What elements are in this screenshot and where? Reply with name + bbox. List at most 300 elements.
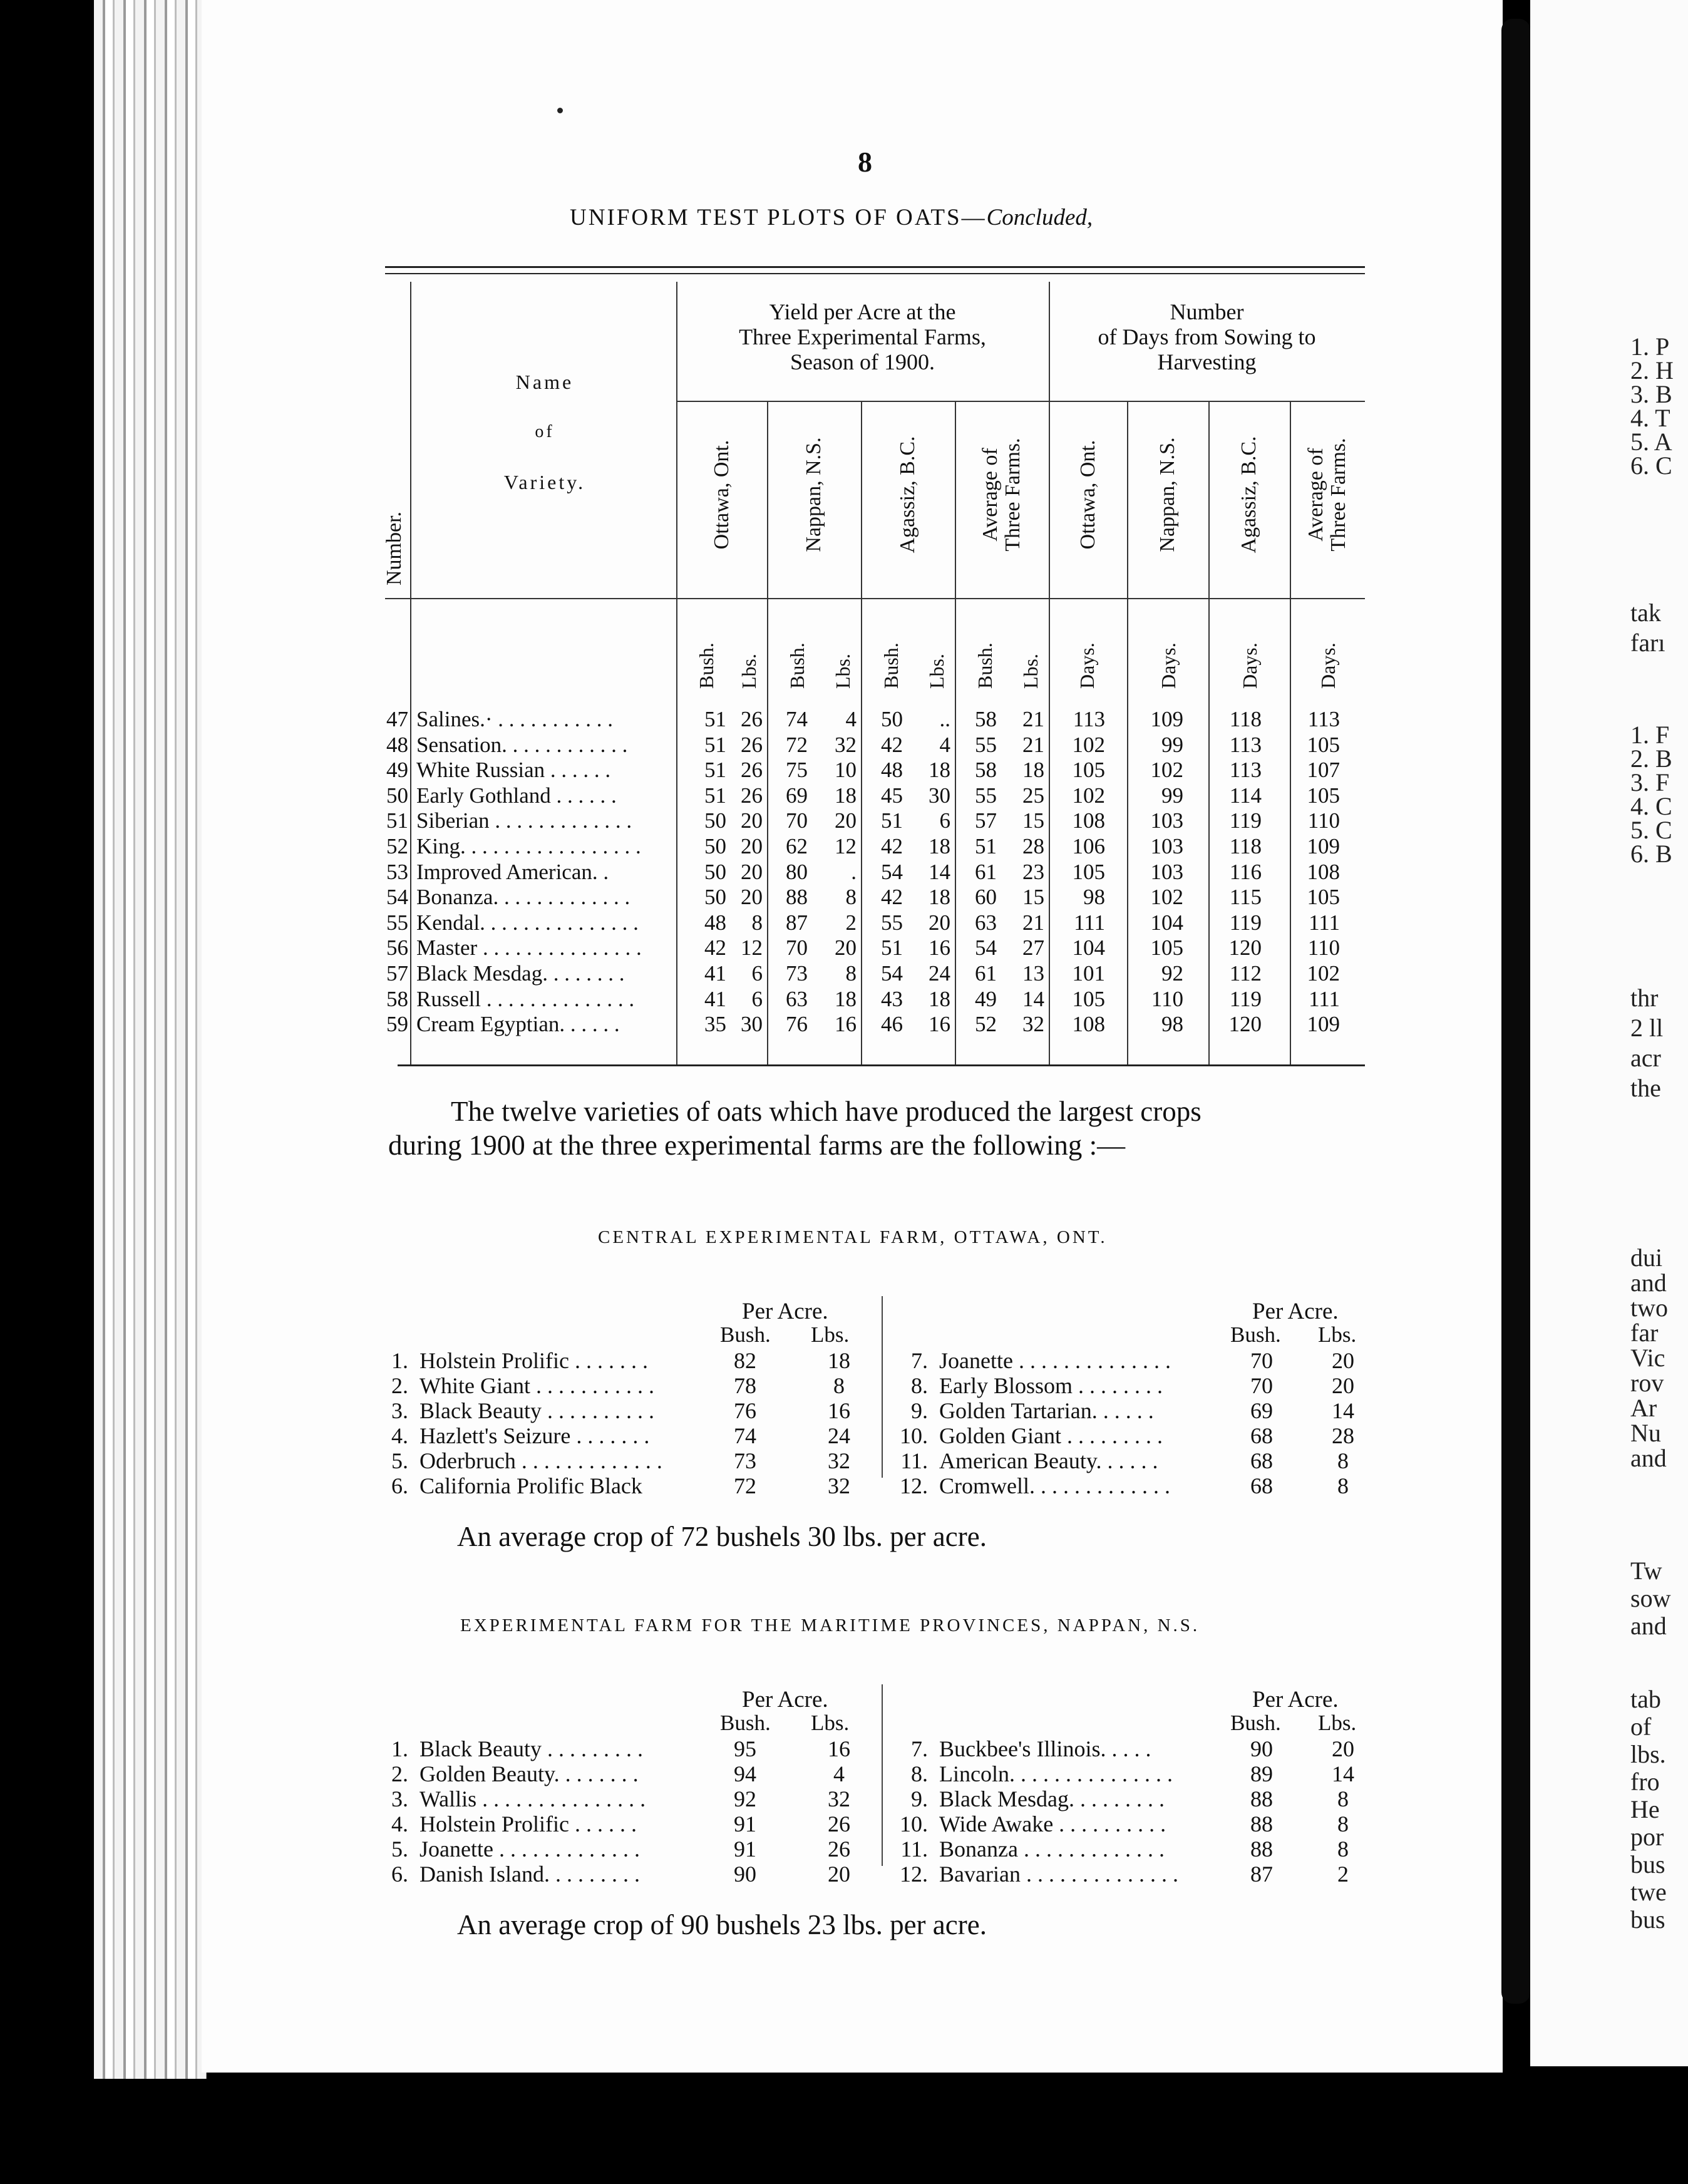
- list-number: 10.: [900, 1423, 928, 1448]
- row-name: White Russian . . . . . .: [416, 758, 611, 783]
- row-value: 105: [1072, 859, 1105, 884]
- row-number: 55: [386, 910, 408, 935]
- row-value: 113: [1307, 707, 1340, 731]
- lbs-right: Lbs.: [1318, 1322, 1357, 1347]
- list-lbs: 20: [1332, 1736, 1354, 1761]
- list-name: Joanette . . . . . . . . . . . . .: [419, 1836, 640, 1862]
- name-header-line-2: of: [535, 422, 555, 441]
- row-value: 92: [1161, 961, 1183, 986]
- facing-fragment: twe: [1630, 1878, 1667, 1906]
- row-name: Improved American. .: [416, 859, 609, 884]
- facing-fragment: por: [1630, 1823, 1664, 1851]
- list-lbs: 32: [828, 1786, 850, 1811]
- list-bush: 82: [734, 1348, 756, 1373]
- row-value: 88: [786, 885, 808, 910]
- facing-fragment: tak: [1630, 599, 1661, 627]
- row-value: 21: [1022, 707, 1044, 731]
- row-value: 118: [1229, 707, 1262, 731]
- row-value: 69: [786, 783, 808, 808]
- row-value: 60: [975, 885, 997, 910]
- facing-fragment: thr: [1630, 984, 1659, 1012]
- facing-fragment: fro: [1630, 1768, 1660, 1796]
- row-value: 120: [1228, 1012, 1262, 1037]
- row-value: 13: [1022, 961, 1044, 986]
- row-value: 2: [845, 910, 857, 935]
- column-header-line: Average of: [979, 448, 1002, 542]
- bush-left: Bush.: [720, 1322, 771, 1347]
- list-name: California Prolific Black: [419, 1473, 642, 1498]
- facing-fragment: 2. B: [1630, 744, 1672, 773]
- list-bush: 88: [1250, 1836, 1273, 1862]
- list-name: Lincoln. . . . . . . . . . . . . . .: [939, 1761, 1173, 1786]
- row-value: 46: [881, 1012, 903, 1037]
- column-header-2: [897, 401, 919, 589]
- facing-fragment: rov: [1630, 1369, 1664, 1397]
- row-value: 108: [1072, 808, 1105, 833]
- list-number: 3.: [391, 1398, 408, 1423]
- list-bush: 68: [1250, 1448, 1273, 1473]
- yield-group-header: [676, 299, 1049, 374]
- bush-left: Bush.: [720, 1711, 771, 1735]
- facing-fragment: bus: [1630, 1850, 1665, 1878]
- facing-fragment: 5. A: [1630, 428, 1672, 456]
- row-value: 99: [1161, 732, 1183, 757]
- list-number: 11.: [900, 1448, 928, 1473]
- row-value: 14: [1022, 986, 1044, 1011]
- unit-label: Bush.: [880, 642, 902, 689]
- row-value: 104: [1072, 935, 1105, 961]
- row-value: 18: [929, 758, 950, 783]
- row-name: King. . . . . . . . . . . . . . . . .: [416, 834, 641, 858]
- row-value: 87: [786, 910, 808, 935]
- per-acre-left: Per Acre.: [742, 1687, 828, 1713]
- list-bush: 89: [1250, 1761, 1273, 1786]
- row-number: 52: [386, 834, 408, 858]
- yield-header-line-2: Three Experimental Farms,: [739, 324, 986, 349]
- row-value: 63: [975, 910, 997, 935]
- list-lbs: 24: [828, 1423, 850, 1448]
- facing-fragment: tab: [1630, 1685, 1661, 1713]
- row-value: 75: [786, 758, 808, 783]
- unit-label: Lbs.: [738, 654, 760, 689]
- row-value: 51: [975, 834, 997, 858]
- facing-fragment: 2 ll: [1630, 1014, 1664, 1042]
- row-value: 18: [929, 834, 950, 858]
- list-name: Black Beauty . . . . . . . . .: [419, 1736, 643, 1761]
- facing-fragment: Nu: [1630, 1419, 1661, 1447]
- row-number: 50: [386, 783, 408, 808]
- lbs-left: Lbs.: [811, 1711, 850, 1735]
- row-value: 51: [881, 808, 903, 833]
- column-header-5: [1156, 401, 1179, 589]
- row-value: 20: [835, 935, 857, 961]
- page-number: 8: [858, 146, 872, 178]
- grid-vline: [410, 282, 411, 1064]
- row-value: 106: [1072, 834, 1105, 858]
- row-value: 25: [1022, 783, 1044, 808]
- row-value: 108: [1307, 859, 1340, 884]
- list-number: 12.: [900, 1473, 928, 1498]
- column-header-line: Nappan, N.S.: [1156, 437, 1179, 552]
- facing-fragment: 4. C: [1630, 792, 1672, 820]
- row-value: 23: [1022, 859, 1044, 884]
- row-value: 80: [786, 859, 808, 884]
- row-value: 18: [835, 783, 857, 808]
- list-lbs: 26: [828, 1811, 850, 1836]
- row-value: 105: [1307, 783, 1340, 808]
- list-lbs: 8: [1337, 1473, 1349, 1498]
- row-value: 113: [1229, 758, 1262, 783]
- list-lbs: 20: [1332, 1348, 1354, 1373]
- row-value: 8: [751, 910, 763, 935]
- column-header-3: [979, 401, 1024, 589]
- page-title: UNIFORM TEST PLOTS OF OATS—Concluded,: [570, 205, 1093, 230]
- row-value: 18: [835, 986, 857, 1011]
- row-value: 41: [704, 961, 726, 986]
- row-name: Salines.· . . . . . . . . . . .: [416, 707, 614, 731]
- row-value: 26: [741, 758, 763, 783]
- row-name: Master . . . . . . . . . . . . . . .: [416, 935, 642, 961]
- facing-fragment: dui: [1630, 1244, 1663, 1272]
- list-bush: 92: [734, 1786, 756, 1811]
- row-value: 52: [975, 1012, 997, 1037]
- row-number: 56: [386, 935, 408, 961]
- row-value: 4: [939, 732, 950, 757]
- list-bush: 94: [734, 1761, 756, 1786]
- yield-header-line-3: Season of 1900.: [790, 349, 935, 374]
- row-value: 102: [1072, 783, 1105, 808]
- book-page-edges: [94, 0, 207, 2079]
- column-header-line: Three Farms.: [1327, 438, 1350, 552]
- row-value: 16: [929, 935, 950, 961]
- list-name: Wide Awake . . . . . . . . . .: [939, 1811, 1166, 1836]
- list-number: 2.: [391, 1373, 408, 1398]
- row-value: 16: [835, 1012, 857, 1037]
- list-number: 7.: [911, 1736, 928, 1761]
- unit-label: Bush.: [786, 642, 808, 689]
- row-value: 115: [1229, 885, 1262, 910]
- row-value: 45: [881, 783, 903, 808]
- intro-line-2: during 1900 at the three experimental farms are the following :—: [388, 1130, 1126, 1161]
- row-value: 32: [1022, 1012, 1044, 1037]
- list-lbs: 14: [1332, 1398, 1354, 1423]
- row-value: 4: [845, 707, 857, 731]
- row-value: 58: [975, 758, 997, 783]
- row-value: 32: [835, 732, 857, 757]
- row-value: 108: [1072, 1012, 1105, 1037]
- row-value: 30: [741, 1012, 763, 1037]
- row-value: 58: [975, 707, 997, 731]
- row-value: 42: [881, 732, 903, 757]
- list-bush: 70: [1250, 1373, 1273, 1398]
- list-number: 7.: [911, 1348, 928, 1373]
- facing-fragment: far: [1630, 1319, 1659, 1347]
- column-header-4: [1077, 401, 1099, 589]
- list-bush: 90: [1250, 1736, 1273, 1761]
- row-value: 113: [1229, 732, 1262, 757]
- row-value: 61: [975, 961, 997, 986]
- list-bush: 68: [1250, 1473, 1273, 1498]
- row-value: 20: [929, 910, 950, 935]
- row-value: 41: [704, 986, 726, 1011]
- list-name: Danish Island. . . . . . . . .: [419, 1862, 640, 1887]
- list-number: 6.: [391, 1862, 408, 1887]
- list-lbs: 8: [833, 1373, 845, 1398]
- row-value: 109: [1150, 707, 1183, 731]
- facing-fragment: sow: [1630, 1584, 1671, 1612]
- list-lbs: 8: [1337, 1786, 1349, 1811]
- row-number: 53: [386, 859, 408, 884]
- intro-paragraph: [388, 1095, 1365, 1162]
- row-value: 105: [1072, 986, 1105, 1011]
- ink-dot: [557, 108, 563, 113]
- list-name: Hazlett's Seizure . . . . . . .: [419, 1423, 650, 1448]
- row-value: 18: [1022, 758, 1044, 783]
- section-divider: [882, 1296, 883, 1478]
- list-name: Early Blossom . . . . . . . .: [939, 1373, 1163, 1398]
- row-value: 48: [881, 758, 903, 783]
- row-value: 102: [1150, 885, 1183, 910]
- unit-label: Days.: [1157, 642, 1180, 689]
- unit-label: Bush.: [974, 642, 996, 689]
- table-top-rule-2: [385, 273, 1365, 274]
- row-value: 20: [835, 808, 857, 833]
- row-value: 116: [1229, 859, 1262, 884]
- facing-fragment: 1. P: [1630, 332, 1670, 361]
- list-bush: 88: [1250, 1786, 1273, 1811]
- facing-fragment: and: [1630, 1444, 1667, 1472]
- facing-fragment: 4. T: [1630, 404, 1670, 432]
- row-value: 12: [835, 834, 857, 858]
- row-value: 51: [704, 783, 726, 808]
- row-value: 70: [786, 935, 808, 961]
- days-header-line-1: Number: [1170, 299, 1244, 324]
- list-bush: 68: [1250, 1423, 1273, 1448]
- row-value: 51: [881, 935, 903, 961]
- column-header-line: Ottawa, Ont.: [1076, 440, 1099, 550]
- row-value: 21: [1022, 732, 1044, 757]
- list-number: 9.: [911, 1786, 928, 1811]
- list-lbs: 26: [828, 1836, 850, 1862]
- row-value: 98: [1161, 1012, 1183, 1037]
- facing-fragment: 3. F: [1630, 768, 1670, 796]
- unit-label: Lbs.: [925, 654, 948, 689]
- list-number: 2.: [391, 1761, 408, 1786]
- unit-label: Days.: [1238, 642, 1261, 689]
- row-value: 6: [751, 986, 763, 1011]
- row-value: 110: [1151, 986, 1183, 1011]
- row-value: 51: [704, 707, 726, 731]
- row-number: 48: [386, 732, 408, 757]
- row-value: 120: [1228, 935, 1262, 961]
- row-value: 6: [939, 808, 950, 833]
- list-number: 9.: [911, 1398, 928, 1423]
- average-crop: An average crop of 72 bushels 30 lbs. per acre.: [457, 1521, 987, 1552]
- list-bush: 91: [734, 1811, 756, 1836]
- list-number: 5.: [391, 1836, 408, 1862]
- list-lbs: 8: [1337, 1811, 1349, 1836]
- per-acre-right: Per Acre.: [1252, 1687, 1339, 1713]
- row-number: 49: [386, 758, 408, 783]
- row-value: 20: [741, 859, 763, 884]
- list-number: 1.: [391, 1348, 408, 1373]
- row-name: Siberian . . . . . . . . . . . . .: [416, 808, 632, 833]
- list-lbs: 8: [1337, 1448, 1349, 1473]
- row-value: 55: [975, 783, 997, 808]
- list-number: 3.: [391, 1786, 408, 1811]
- list-name: Bavarian . . . . . . . . . . . . . .: [939, 1862, 1178, 1887]
- list-number: 6.: [391, 1473, 408, 1498]
- row-value: 103: [1150, 808, 1183, 833]
- list-name: Joanette . . . . . . . . . . . . . .: [939, 1348, 1171, 1373]
- unit-label: Lbs.: [1019, 654, 1042, 689]
- row-value: 54: [881, 961, 903, 986]
- list-name: Golden Tartarian. . . . . .: [939, 1398, 1154, 1423]
- row-value: 55: [975, 732, 997, 757]
- row-value: 62: [786, 834, 808, 858]
- facing-fragment: and: [1630, 1612, 1667, 1640]
- list-bush: 88: [1250, 1811, 1273, 1836]
- facing-fragment: Vic: [1630, 1344, 1665, 1372]
- row-value: 18: [929, 986, 950, 1011]
- row-value: 112: [1229, 961, 1262, 986]
- list-name: Golden Beauty. . . . . . . .: [419, 1761, 639, 1786]
- row-value: 103: [1150, 859, 1183, 884]
- list-number: 5.: [391, 1448, 408, 1473]
- facing-fragment: acr: [1630, 1044, 1661, 1072]
- column-header-line: Ottawa, Ont.: [709, 440, 733, 550]
- row-value: 20: [741, 808, 763, 833]
- yield-header-line-1: Yield per Acre at the: [769, 299, 956, 324]
- row-value: 114: [1229, 783, 1262, 808]
- row-name: Cream Egyptian. . . . . .: [416, 1012, 620, 1037]
- intro-line-1: The twelve varieties of oats which have produced the largest crops: [451, 1096, 1202, 1127]
- row-value: 55: [881, 910, 903, 935]
- row-value: 14: [929, 859, 950, 884]
- unit-label: Days.: [1317, 642, 1339, 689]
- facing-fragment: 6. C: [1630, 451, 1672, 480]
- list-name: Buckbee's Illinois. . . . .: [939, 1736, 1151, 1761]
- row-value: 105: [1307, 732, 1340, 757]
- list-number: 4.: [391, 1811, 408, 1836]
- number-header: Number.: [383, 511, 406, 585]
- row-value: 102: [1150, 758, 1183, 783]
- facing-fragment: 3. B: [1630, 380, 1672, 408]
- row-value: 101: [1072, 961, 1105, 986]
- facing-fragment: two: [1630, 1294, 1668, 1322]
- unit-label: Days.: [1076, 642, 1098, 689]
- name-header: [413, 369, 676, 495]
- row-value: 18: [929, 885, 950, 910]
- list-lbs: 2: [1337, 1862, 1349, 1887]
- row-value: 35: [704, 1012, 726, 1037]
- row-value: 50: [881, 707, 903, 731]
- list-bush: 76: [734, 1398, 756, 1423]
- row-value: 119: [1229, 986, 1262, 1011]
- list-bush: 73: [734, 1448, 756, 1473]
- column-header-line: Nappan, N.S.: [802, 437, 825, 552]
- row-value: 16: [929, 1012, 950, 1037]
- facing-fragment: and: [1630, 1269, 1667, 1297]
- list-bush: 87: [1250, 1862, 1273, 1887]
- column-header-1: [803, 401, 825, 589]
- row-value: 50: [704, 834, 726, 858]
- row-value: .: [851, 859, 857, 884]
- row-name: Sensation. . . . . . . . . . . .: [416, 732, 628, 757]
- row-value: 74: [786, 707, 808, 731]
- row-value: 102: [1072, 732, 1105, 757]
- column-header-line: Average of: [1304, 448, 1327, 542]
- row-value: 73: [786, 961, 808, 986]
- row-value: 61: [975, 859, 997, 884]
- row-value: 26: [741, 707, 763, 731]
- list-name: Holstein Prolific . . . . . . .: [419, 1348, 648, 1373]
- row-value: 110: [1307, 935, 1340, 961]
- unit-label: Lbs.: [831, 654, 854, 689]
- row-value: 20: [741, 885, 763, 910]
- row-value: 51: [704, 758, 726, 783]
- list-name: Black Mesdag. . . . . . . . .: [939, 1786, 1165, 1811]
- name-header-line-3: Variety.: [503, 471, 586, 493]
- name-header-line-1: Name: [515, 371, 574, 393]
- row-value: 109: [1307, 1012, 1340, 1037]
- row-value: 70: [786, 808, 808, 833]
- facing-fragment: He: [1630, 1795, 1660, 1823]
- row-value: 21: [1022, 910, 1044, 935]
- list-number: 12.: [900, 1862, 928, 1887]
- row-value: 109: [1307, 834, 1340, 858]
- row-value: 99: [1161, 783, 1183, 808]
- column-header-0: [711, 401, 733, 589]
- row-value: 110: [1307, 808, 1340, 833]
- list-lbs: 32: [828, 1448, 850, 1473]
- column-header-7: [1305, 401, 1350, 589]
- list-name: Bonanza . . . . . . . . . . . . .: [939, 1836, 1165, 1862]
- row-value: 105: [1150, 935, 1183, 961]
- per-acre-right: Per Acre.: [1252, 1299, 1339, 1324]
- list-lbs: 4: [833, 1761, 845, 1786]
- row-value: 107: [1307, 758, 1340, 783]
- facing-fragment: Ar: [1630, 1394, 1657, 1422]
- facing-fragment: lbs.: [1630, 1740, 1666, 1768]
- facing-fragment: farı: [1630, 629, 1665, 657]
- list-lbs: 32: [828, 1473, 850, 1498]
- list-name: Golden Giant . . . . . . . . .: [939, 1423, 1163, 1448]
- list-name: Wallis . . . . . . . . . . . . . . .: [419, 1786, 646, 1811]
- list-name: Black Beauty . . . . . . . . . .: [419, 1398, 654, 1423]
- row-number: 54: [386, 885, 408, 910]
- bush-right: Bush.: [1230, 1711, 1281, 1735]
- row-value: 104: [1150, 910, 1183, 935]
- row-value: 10: [835, 758, 857, 783]
- days-header-line-2: of Days from Sowing to: [1098, 324, 1316, 349]
- column-header-line: Agassiz, B.C.: [1237, 436, 1260, 554]
- row-value: 72: [786, 732, 808, 757]
- row-value: 26: [741, 783, 763, 808]
- list-bush: 69: [1250, 1398, 1273, 1423]
- row-value: 51: [704, 732, 726, 757]
- table-top-rule: [385, 266, 1365, 268]
- row-name: Black Mesdag. . . . . . . .: [416, 961, 625, 986]
- row-value: 111: [1074, 910, 1105, 935]
- list-lbs: 16: [828, 1398, 850, 1423]
- row-value: 119: [1229, 808, 1262, 833]
- days-group-header: [1049, 299, 1365, 374]
- row-value: 50: [704, 859, 726, 884]
- row-value: 54: [881, 859, 903, 884]
- row-value: 113: [1073, 707, 1105, 731]
- average-crop: An average crop of 90 bushels 23 lbs. per acre.: [457, 1909, 987, 1940]
